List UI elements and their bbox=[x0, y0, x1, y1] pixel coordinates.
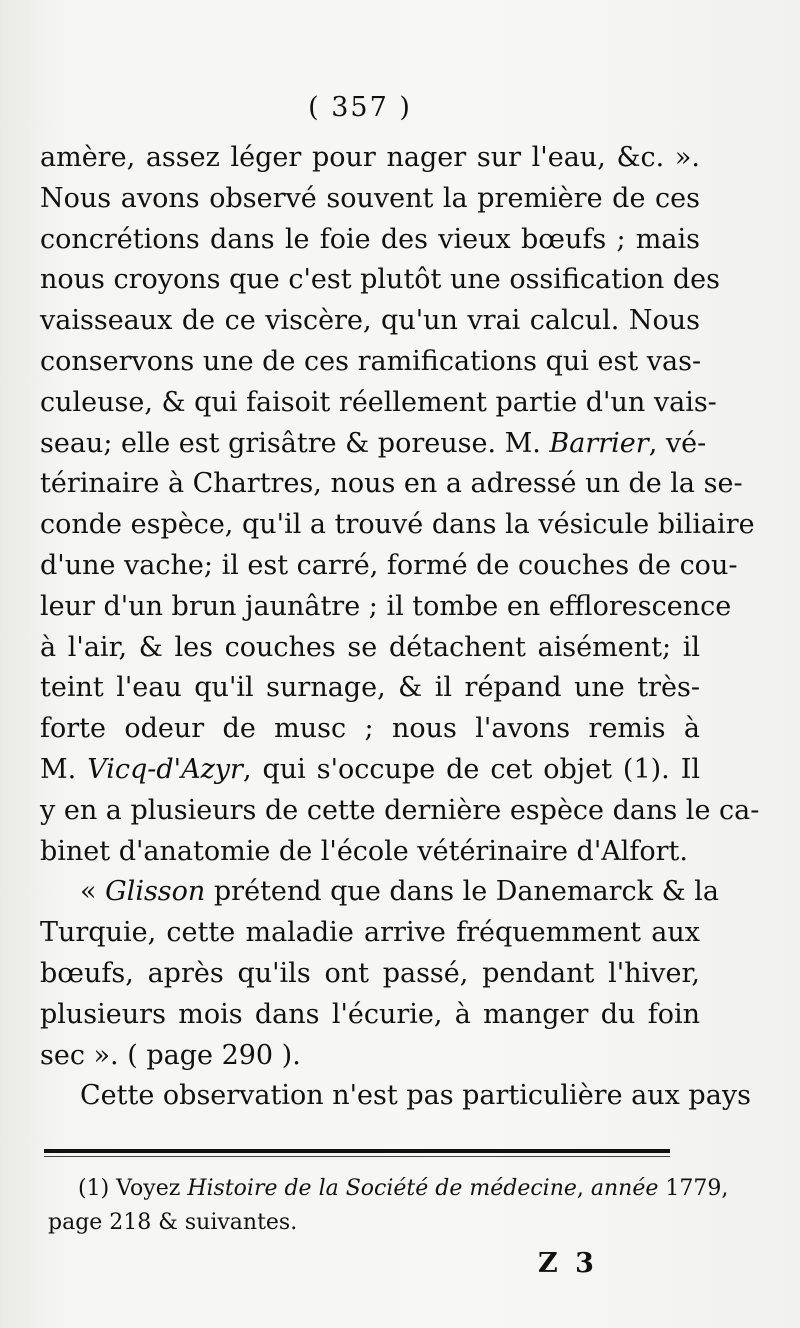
text-line: teint l'eau qu'il surnage, & il répand une très- bbox=[40, 672, 700, 704]
text-line: M. Vicq-d'Azyr, qui s'occupe de cet objet (1). Il bbox=[40, 753, 701, 785]
text-line: bœufs, après qu'ils ont passé, pendant l'hiver, bbox=[40, 957, 700, 989]
text-line: sec ». ( page 290 ). bbox=[40, 1039, 301, 1071]
text-line: « Glisson prétend que dans le Danemarck & la bbox=[80, 876, 719, 908]
text-line: amère, assez léger pour nager sur l'eau, &c. ». bbox=[40, 142, 700, 173]
person-name-vicq-dazyr: Vicq-d'Azyr bbox=[87, 753, 243, 785]
text-line: Cette observation n'est pas particulière aux pays bbox=[80, 1080, 751, 1112]
footnote-line: (1) Voyez Histoire de la Société de médecine, année 1779, bbox=[78, 1176, 729, 1201]
text-line: conservons une de ces ramifications qui est vas- bbox=[40, 345, 702, 377]
footnote-rule bbox=[44, 1149, 670, 1153]
page-number: ( 357 ) bbox=[308, 92, 412, 123]
text-line: nous croyons que c'est plutôt une ossification des bbox=[40, 264, 720, 296]
text-line: leur d'un brun jaunâtre ; il tombe en efflorescence bbox=[40, 590, 732, 622]
text-line: plusieurs mois dans l'écurie, à manger du foin bbox=[40, 998, 700, 1030]
text-line: Nous avons observé souvent la première de ces bbox=[40, 182, 700, 214]
text-line: seau; elle est grisâtre & poreuse. M. Barrier, vé- bbox=[40, 427, 707, 459]
text-line: Turquie, cette maladie arrive fréquemment aux bbox=[40, 917, 700, 949]
text-line: binet d'anatomie de l'école vétérinaire d'Alfort. bbox=[40, 835, 688, 867]
text-line: y en a plusieurs de cette dernière espèce dans le ca- bbox=[40, 794, 760, 826]
footnote-line: page 218 & suivantes. bbox=[48, 1210, 298, 1235]
text-line: térinaire à Chartres, nous en a adressé un de la se- bbox=[40, 468, 743, 500]
text-line: d'une vache; il est carré, formé de couches de cou- bbox=[40, 549, 738, 581]
text-line: concrétions dans le foie des vieux bœufs ; mais bbox=[40, 223, 700, 255]
text-line: à l'air, & les couches se détachent aisément; il bbox=[40, 631, 700, 663]
footnote-title: Histoire de la Société de médecine bbox=[187, 1176, 577, 1201]
text-line: vaisseaux de ce viscère, qu'un vrai calcul. Nous bbox=[40, 305, 700, 337]
person-name-glisson: Glisson bbox=[105, 876, 206, 908]
text-line: conde espèce, qu'il a trouvé dans la vésicule biliaire bbox=[40, 509, 755, 541]
signature-mark: Z 3 bbox=[538, 1248, 598, 1279]
footnote-rule-thin bbox=[44, 1156, 670, 1157]
footnote bbox=[48, 1172, 729, 1240]
body-text bbox=[40, 138, 760, 1117]
text-line: forte odeur de musc ; nous l'avons remis à bbox=[40, 713, 700, 745]
person-name-barrier: Barrier bbox=[549, 427, 649, 459]
text-line: culeuse, & qui faisoit réellement partie d'un vais- bbox=[40, 386, 717, 418]
